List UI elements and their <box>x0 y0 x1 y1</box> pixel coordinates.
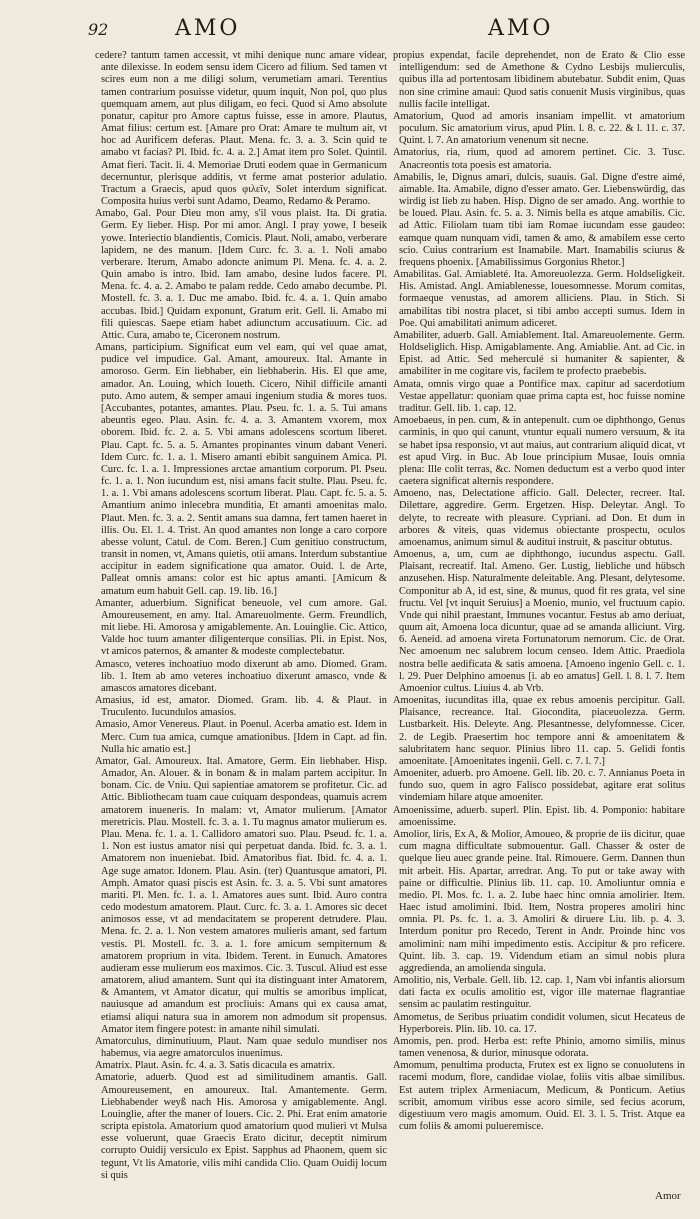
catchword: Amor <box>655 1190 681 1202</box>
entry-amatorie: Amatorie, aduerb. Quod est ad similitudinem amantis. Gall. Amoureusement, en amoureux. Ital. Amantemente. Germ. Liebhabender weyß nach His. Amorosa y amigablemente. Angl. Louinglie, after the maner of louers. Cic. 2. Phi. Erat enim amatorie scripta epistola. Amatorium quod amatorium quod mulieri vt Mulsa esse voluerunt, quae Graecis Erato dicitur, deceptit nimirum corrupto Ouidij versiculo ex Epist. Sapphus ad Phaonem, quem sic tegunt, Vt lis Amatorie, vilis mihi candida Clio. Quam Ouidij locum si quis <box>95 1072 387 1181</box>
left-column <box>95 50 387 1182</box>
entry-amoenus: Amoenus, a, um, cum ae diphthongo, iucundus aspectu. Gall. Plaisant, recreatif. Ital. Ameno. Ger. Lustig, liebliche und hübsch anzusehen. Hisp. Naturalmente deleitable. Ang. Plesant, delytesome. Componitur ab A, id est, sine, & munus, quod fit res grata, vel sine fructu. Vel [vt inquit Seruius] a Moenio, munio, vel fructuum capio. Vnde qui nihil praestant, Immunes vocantur. Festus ab amo deriuat, quum ait, Amoena loca dicuntur, quae ad se amanda alliciunt. Virg. 6. Aeneid. ad amoena vireta Fortunatorum nemorum. Cic. de Orat. Nec amoenum nec salubrem locum censeo. Idem Attic. Praediola nostra belle aedificata & satis amoena. [Amoeno ingenio Gell. c. 1. l. 29. Puer Delphino amoenus [i. ab eo amatus] Gell. l. 8. l. 7. Item Amoenior cultus. Liuius 4. ab Vrb. <box>393 549 685 694</box>
entry-amomis: Amomis, pen. prod. Herba est: refte Phinio, amomo similis, minus tamen venenosa, & durior, minusque odorata. <box>393 1035 685 1060</box>
entry-paragraph: cedere? tantum tamen accessit, vt mihi denique nunc amare videar, ante dilexisse. In eodem sensu idem Cicero ad filium. Sed tamen vt scires eum non a me diligi solum, verumetiam amari. Terentius tamen contrarium posuisse videtur, quum inquit, Non pol, quo plus quemquam amem, aut plus diligam, eo feci. Quod si Amo absolute ponatur, capitur pro Amore captus fuisse, esse in amore. Plautus, Amat filius: certum est. [Amare pro Orat: Amare te multum ait, vt hoc ad Aurificem deferas. Plaut. Mena. fc. 3. a. 3. Scin quid te amabo vt facias? Pl. Ibid. fc. 4. a. 2.] Amat item pro Solet. Quintil. Amat fieri. Tacit. li. 4. Memoriae Druti eodem quae in Germanicum decernuntur, plerisque additis, vt ferme amat posterior adulatio. Tractum a Graecis, apud quos φιλεῖν, Solet interdum significat. Composita huius verbi sunt Adamo, Deamo, Redamo & Peramo. <box>95 50 387 208</box>
entry-amoenissime: Amoenissime, aduerb. superl. Plin. Epist. lib. 4. Pomponio: habitare amoenissime. <box>393 804 685 828</box>
entry-amatorium: Amatorium, Quod ad amoris insaniam impellit. vt amatorium poculum. Sic amatorium virus, apud Plin. l. 8. c. 22. & l. 11. c. 37. Quint. l. 7. An amatorium venenum sit necne. <box>393 110 685 147</box>
entry-amoebaeus: Amoebaeus, in pen. cum, & in antepenult. cum oe diphthongo, Genus carminis, in quo qui canunt, vtuntur equali numero versuum, & ita se habet ipsa responsio, vt aut maius, aut contrarium aliquid dicat, vt est apud Virg. in Buc. Ab Ioue principium Musae, Iouis omnia plena: Ille colit terras, &c. Nomen deductum est a verbo quod inter caetera significat alternis respondere. <box>393 415 685 488</box>
entry-amatorius: Amatorius, ria, rium, quod ad amorem pertinet. Cic. 3. Tusc. Anacreontis tota poesis est amatoria. <box>393 147 685 171</box>
entry-amoeniter: Amoeniter, aduerb. pro Amoene. Gell. lib. 20. c. 7. Annianus Poeta in fundo suo, quem in agro Falisco possidebat, agitare erat solitus vindemiam hilare atque amoeniter. <box>393 768 685 804</box>
entry-amanter: Amanter, aduerbium. Significat beneuole, vel cum amore. Gal. Amoureusement, en amy. Ital. Amareuolmente. Germ. Freundlich, mit liebe. Hi. Amorosa y amigablemente. An. Louinglie. Cic. Attico, Valde hoc tuum amanter diligenterque consilias. Pli. in Epist. Nos, vt amicos paternos, & amanter & modeste complectebatur. <box>95 597 387 658</box>
page-number: 92 <box>88 20 109 39</box>
entry-amabo: Amabo, Gal. Pour Dieu mon amy, s'il vous plaist. Ita. Di gratia. Germ. Ey lieber. Hisp. Por mi amor. Angl. I pray yowe, I beseik yowe. Interiectio blandientis, Comicis. Plaut. Noli, amabo, verberare lapidem, ne des manum. [Idem Curc. fc. 3. a. 1. Noli amabo verberare. Iterum, Amabo adoncte animum Pl. Mena. fc. 4. a. 2. Quin amabo is intro. Ibid. Iam amabo, desine ludos facere. Pl. Mena. fc. 4. a. 2. Amabo te palam redde. Cedo amabo decumbe. Pl. Mostell. fc. 3. a. 1. Duc me amabo. Ibid. fc. 4. a. 1. Quin amabo accubas. Ibid.] Quidam exponunt, Gratum erit. Gell. li. Amabo mi fili quiescas. Saepe etiam habet adiunctum accusatiuum. Cic. ad Attic. Cura, amabo te, Ciceronem nostrum. <box>95 208 387 341</box>
entry-amabilitas: Amabilitas. Gal. Amiableté. Ita. Amoreuolezza. Germ. Holdseligkeit. His. Amistad. Angl. Amiablenesse, louesomnesse. Morum comitas, formaeque venustas, ad amorem alliciens. Plau. in Stich. Si amabilitas tibi nostra placet, si tibi ambo accepti sumus. Idem in Poe. Qui amabilitati animum adiceret. <box>393 269 685 329</box>
entry-amata: Amata, omnis virgo quae a Pontifice max. capitur ad sacerdotium Vestae appellatur: quoniam quae prima capta est, hoc fuisse nomine traditur. Gell. lib. 1. cap. 12. <box>393 378 685 414</box>
right-column <box>393 50 685 1133</box>
entry-amomum: Amomum, penultima producta, Frutex est ex ligno se conuolutens in racemi modum, flore, candidae violae, foliis vitis albae similibus. Est autem triplex Armeniacum, Medicum, & Ponticum. Aetius scribit, amomum viribus esse acoro simile, sed fecius acorum, digestiuum vero magis amomum. Ouid. El. 3. l. 5. Trist. Atque ea cum foliis & amomi pulueremisce. <box>393 1060 685 1133</box>
entry-amolior: Amolior, liris, Ex A, & Molior, Amoueo, & proprie de iis dicitur, quae cum magna difficultate submouentur. Gall. Chasser & oster de quelque lieu auec grande peine. Ital. Rimouere. Germ. Dannen thun mit arbeit. His. Apartar, arredrar. Ang. To put or take away with paine or difficultie. Plinius lib. 11. cap. 10. Amoliuntur omnia e medio. Pl. Mos. fc. 1. a. 2. Iube haec hinc omnia amolirier. Item. Haec istud amolimini. Ibid. Item, Nostra properes amoliri hinc omnia. Pl. Ps. fc. 1. a. 3. Amoliri & diruere Liu. lib. p. 4. 3. Interdum ponitur pro Recedo, Terent in Andr. Proinde hinc vos amolimini: nam mihi impedimento estis. Accipitur & pro reficere. Quint. lib. 3. cap. 19. Videndum etiam an simul nobis plura aggredienda, an amolienda singula. <box>393 829 685 974</box>
entry-amator: Amator, Gal. Amoureux. Ital. Amatore, Germ. Ein liebhaber. Hisp. Amador, An. Alouer. & in bonam & in malam partem accipitur. In bonam. Cic. de Vniu. Qui sapientiae amatorem se profitetur. Cic. ad Attic. Bibliothecam tuam caue cuiquam despondeas, quamuis acrem amatorem inueneris. In malam: vt, Amator mulierum. [Amator meretricis. Plau. Mostell. fc. 3. a. 1. Tu magnus amator mulierum es. Plau. Mena. fc. 1. a. 1. Callidoro amatori suo. Plau. Pseud. fc. 1. a. 1. Non est iustus amator nisi qui perpetuat danda. Ibid. fc. 3. a. 1. Amatorem non inueniebat. Ibid. Amatoribus fiat. Ibid. fc. 4. a. 1. Age suge amator. Idonem. Plau. Asin. (ter) Quantusque amatori, Pl. Amph. Amator quasi piscis est Asin. fc. 3. a. 5. Vbi sunt amatores mariti. Pl. Men. fc. 1. a. 1. Amatores aues sunt. Ibid. Auro contra cedo modestum amatorem. Plaut. Curc. fc. 3. a. 1. Amores sic decet animosos esse, vt ad mendacitatem se properent detrudere. Plau. Mena. fc. 2. a. 1. Non vestem amatores mulieris amant, sed fartum vestis. Pl. Mostell. fc. 3. a. 1. fore amicum sempiternum & amatorem proprium in vita. Ibidem. Terent. in Eunuch. Amatores audieram esse mulierum eos maximos. Cic. 3. Tuscul. Aliud est esse amatorem, aliud amantem. Sunt qui ita distinguant inter Amatorem, & Amantem, vt Amator dicatur, qui multis se amoribus implicat, nauiusque ad amandum est procliuis: Amans qui ex causa amat, etiamsi aliqui natura sua in amorem non admodum sit propensus. Amator item fingere potest: in amante nihil simulati. <box>95 755 387 1035</box>
entry-amabiliter: Amabiliter, aduerb. Gall. Amiablement. Ital. Amareuolemente. Germ. Holdseliglich. Hisp. Amigablamente. Ang. Amiablie. Ant. ad Cic. in Epist. ad Attic. Sed meherculé si humaniter & sapienter, & amabiliter in me cogitare vis, facilem te profecto praebebis. <box>393 329 685 378</box>
running-head-left: AMO <box>175 16 241 41</box>
entry-amans: Amans, participium. Significat eum vel eam, qui vel quae amat, pudice vel impudice. Gal. Amant, amoureux. Ital. Amante in amoroso. Germ. Ein liebhaber, ein liebhaberin. His. El que ame, amador. An. Louing, which loueth. Cicero, Nihil difficile amanti puto. Amo autem, & semper amaui ingenium studia & mores tuos. [Accubantes, potantes, amantes. Plau. Pseu. fc. 1. a. 5. Tui amans abeuntis egeo. Plau. Asin. fc. 4. a. 3. Amantem vxorem, mox oborem. Ibid. fc. 2. a. 5. Vbi amans adolescens scortum liberet. Plau. Capt. fc. 5. a. 5. Amantes propinantes vinum dabant Veneri. Idem Curc. fc. 1. a. 1. Misero amanti ebibit sanguinem Amica. Pl. Curc. fc. 1. a. 1. Impressiones arctae amantium corporum. Pl. Pseu. fc. 1. a. 1. Non iucundum est, nisi amans facit stulte. Plau. Pseu. fc. 1. a. 1. Vbi amans adolescens scortum liberat. Plau. Capt. fc. 5. a. 5. Amantium animo inlecebra munditia, Et amanti amoenitas malo. Plaut. Men. fc. 3. a. 2. Sentit amans sua damna, fert tamen haeret in illis. Ou. El. 1. 4. Trist. An quod amantes non longe a caro corpore abesse volunt, Catul. de Com. Beren.] Cum genitiuo constructum, transit in nomen, vt, Amans quietis, otii amans. Interdum substantiue accipitur in eadem significatione qua amator. Ouid. l. de Arte, Palleat omnis amans: color est hic aptus amanti. [Amicum & amatum eum habuit Gell. cap. 19. lib. 16.] <box>95 342 387 597</box>
entry-amatrix: Amatrix. Plaut. Asin. fc. 4. a. 3. Satis dicacula es amatrix. <box>95 1060 336 1072</box>
entry-continuation: propius expendat, facile deprehendet, non de Erato & Clio esse intelligendum: sed de Amethone & Cydno Lesbijs mulierculis, quibus illa ad portentosam libidinem abutebatur. Subdit enim, Quas non sine crimine amaui: Quod satis conuenit Musis virginibus, quas nullis facile intelligat. <box>393 50 685 110</box>
entry-amasco: Amasco, veteres inchoatiuo modo dixerunt ab amo. Diomed. Gram. lib. 1. Item ab amo veteres inchoatiuo dixerunt amasco, vnde & amascos amatores dicebant. <box>95 658 387 694</box>
entry-amometus: Amometus, de Seribus priuatim condidit volumen, sicut Hecateus de Hyperboreis. Plin. lib. 10. ca. 17. <box>393 1011 685 1035</box>
entry-amoenitas: Amoenitas, iucunditas illa, quae ex rebus amoenis percipitur. Gall. Plaisance, recreance. Ital. Giocondita, piaceuolezza. Germ. Lustbarkeit. His. Deleyte. Ang. Plesantnesse, delyfomnesse. Cicer. 2. de Legib. Praesertim hoc tempore anni & amoenitatem & salubritatem hanc sequor. Plinius libro 11. cap. 5. Gelidi fontis amoenitate. [Amoenitates ingenii. Gell. c. 7. l. 7.] <box>393 695 685 767</box>
entry-amolitio: Amolitio, nis, Verbale. Gell. lib. 12. cap. 1, Nam vbi infantis aliorsum dati facta ex oculis amolitio est, vigor ille maternae flagrantiae sensim ac paulatim restinguitur. <box>393 975 685 1011</box>
entry-amasius: Amasius, id est, amator. Diomed. Gram. lib. 4. & Plaut. in Truculento. Iucundulos amasios. <box>95 695 387 719</box>
running-head-right: AMO <box>488 16 554 41</box>
entry-amoeno: Amoeno, nas, Delectatione afficio. Gall. Delecter, recreer. Ital. Dilettare, aggredire. Germ. Ergetzen. Hisp. Deleytar. Angl. To delyte, to recreate with pleasure. Cypriani. ad Don. Et dum in arbores & viteis, quas videmus obiectante prospectu, oculos amoenamus, animum simul & auditui instruit, & pascitur obtutus. <box>393 488 685 548</box>
entry-amabilis: Amabilis, le, Dignus amari, dulcis, suauis. Gal. Digne d'estre aimé, aimable. Ita. Amabile, digno d'esser amato. Ger. Liebenswürdig, das wirdig ist lieb zu haben. Hisp. Digno de ser amado. Ang. worthie to be loued. Plau. Asin. fc. 5. a. 3. Nimis bella es atque amabilis. Cic. ad Attic. Filiolam tuam tibi iam Romae iucundam esse gaudeo: eamque quam nunquam vidi, tamen & amo, & amabilem esse certo scio. Cuius contrarium est Inamabile. Mart. Inamabilis sciurus & frequens phoenix. [Amabilissimus Gorgonius Rhetor.] <box>393 171 685 268</box>
entry-amasio: Amasio, Amor Venereus. Plaut. in Poenul. Acerba amatio est. Idem in Merc. Cum tua amica, cumque amationibus. [Idem in Capt. ad fin. Nulla hic amatio est.] <box>95 719 387 755</box>
entry-amatorculus: Amatorculus, diminutiuum, Plaut. Nam quae sedulo mundiser nos habemus, via aegre amatorculos inuenimus. <box>95 1035 387 1060</box>
